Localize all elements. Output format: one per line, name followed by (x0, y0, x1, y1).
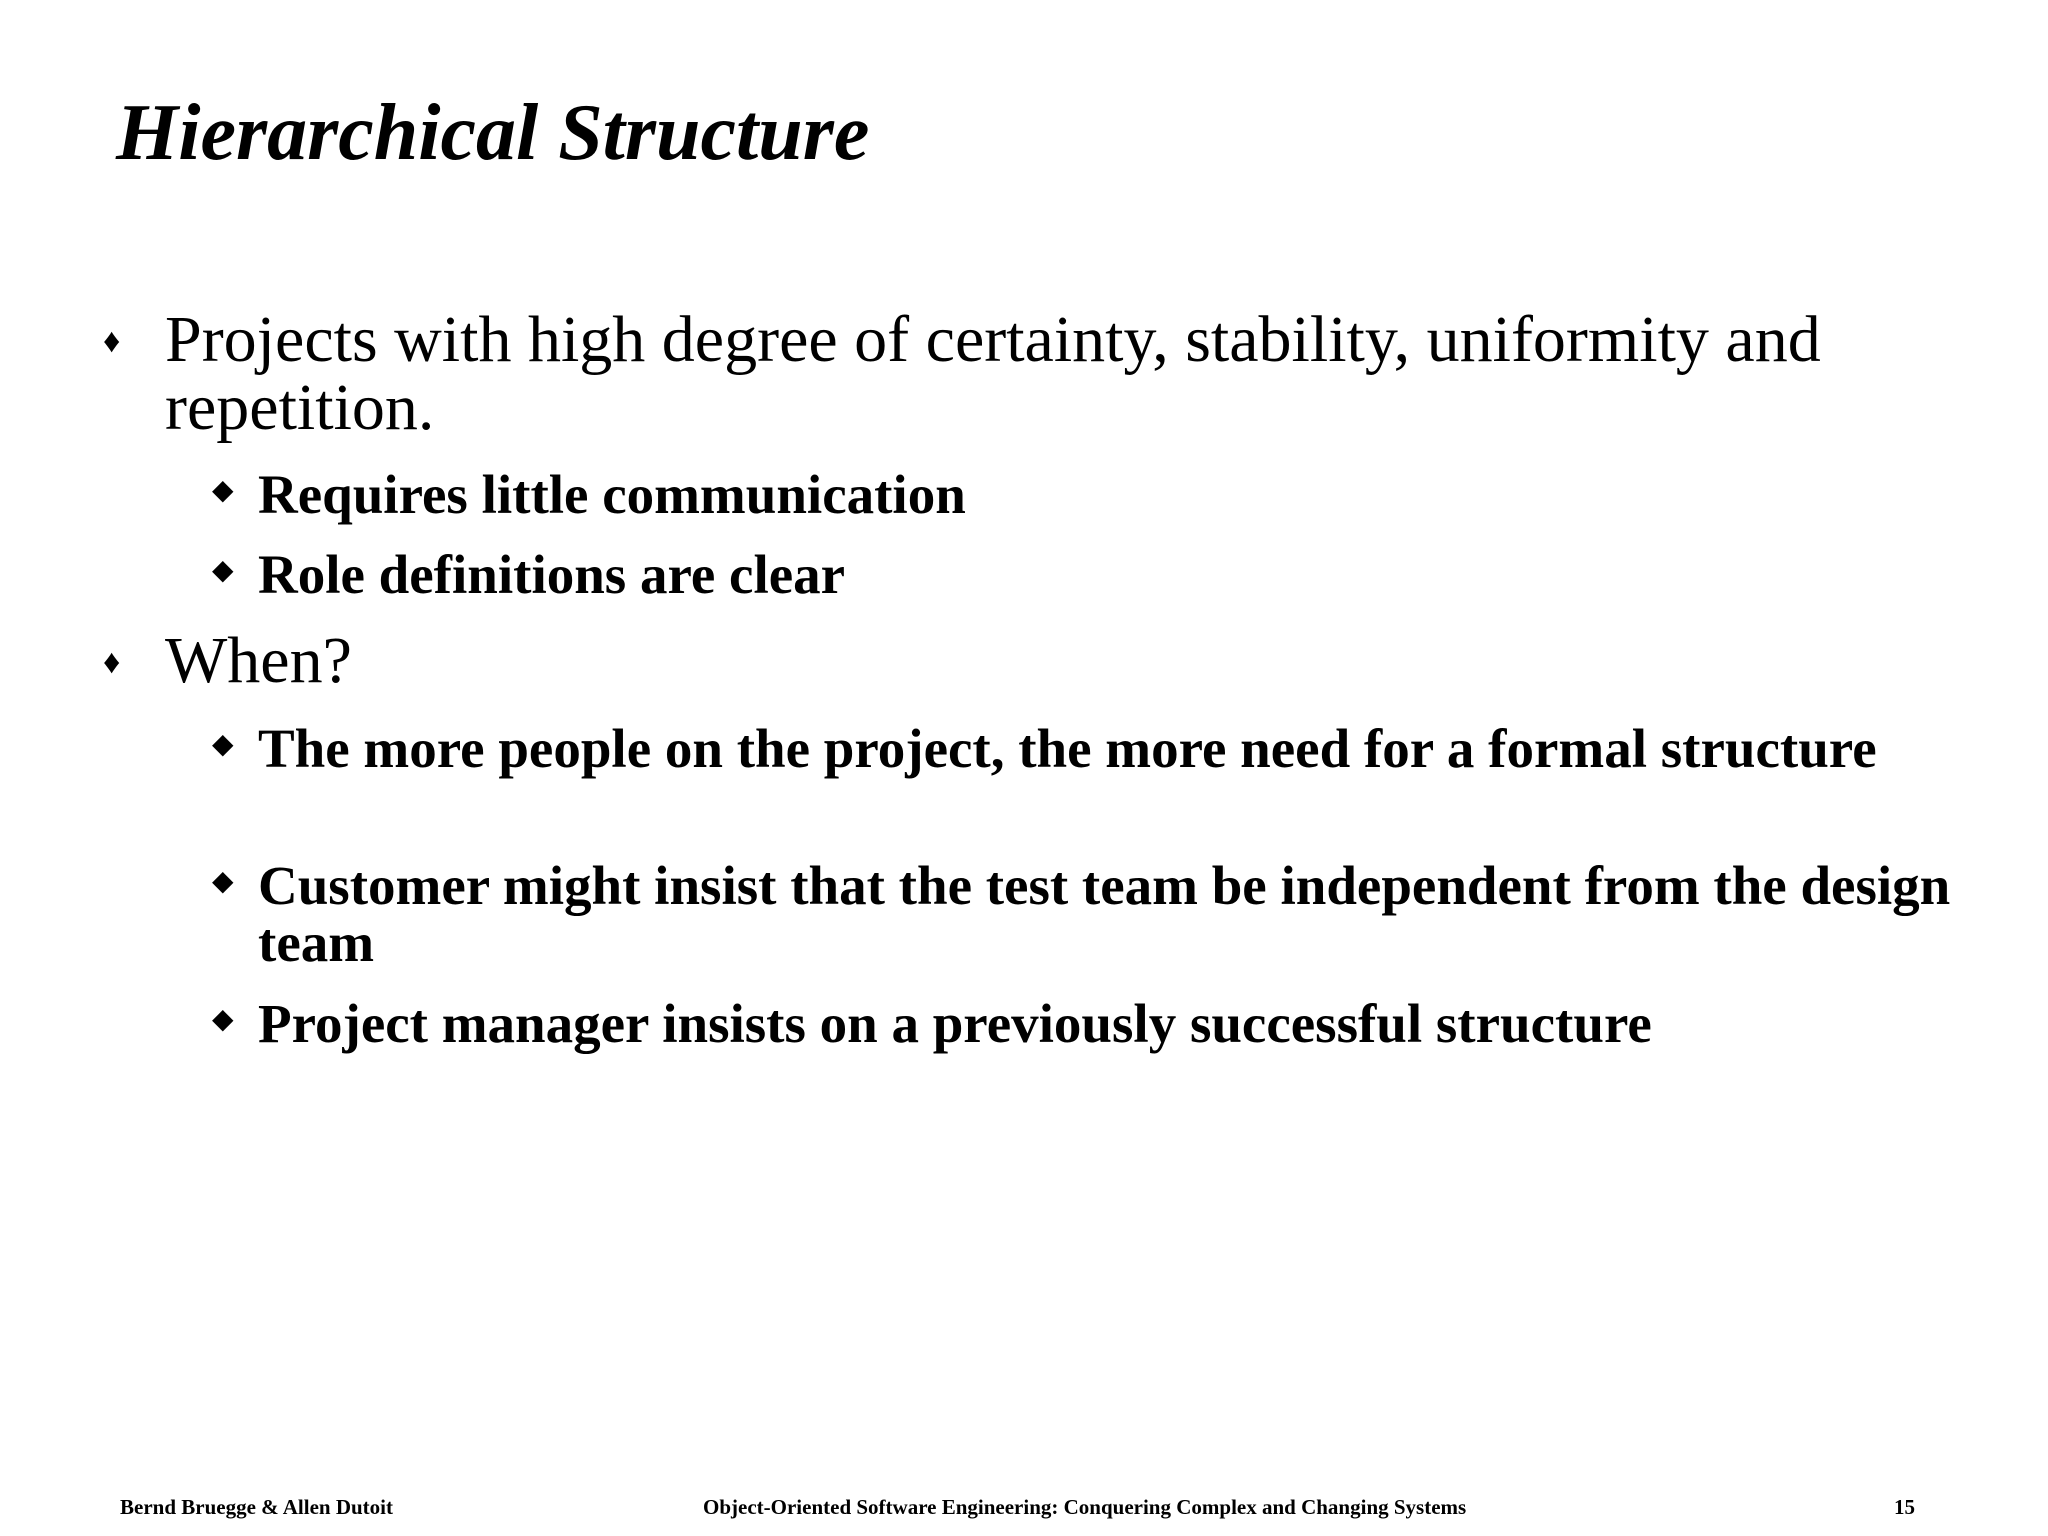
bullet-text: When? (165, 624, 352, 697)
sub-bullet-text: Project manager insists on a previously successful structure (258, 993, 1652, 1054)
footer-book-title: Object-Oriented Software Engineering: Conquering Complex and Changing Systems (703, 1495, 1467, 1519)
bullet-text: Projects with high degree of certainty, stability, uniformity and repetition. (165, 303, 1821, 444)
diamond-bullet-icon: ♦ (103, 644, 121, 681)
slide-title: Hierarchical Structure (116, 89, 870, 177)
sub-bullet-item (212, 718, 1978, 779)
footer-page-number: 15 (1894, 1495, 1915, 1519)
sub-bullet-item (212, 464, 1978, 525)
sub-bullet-text: Role definitions are clear (258, 544, 846, 605)
sub-bullet-text: Customer might insist that the test team be independent from the design team (258, 855, 1951, 973)
sub-bullet-item (212, 544, 1978, 605)
diamond-sub-bullet-icon: ◆ (212, 475, 234, 506)
sub-bullet-item (212, 993, 1978, 1054)
bullet-item (103, 303, 1965, 444)
diamond-sub-bullet-icon: ◆ (212, 866, 234, 897)
sub-bullet-text: The more people on the project, the more need for a formal structure (258, 718, 1877, 779)
bullet-item (103, 624, 1965, 697)
diamond-sub-bullet-icon: ◆ (212, 555, 234, 586)
sub-bullet-item (212, 855, 1978, 973)
footer-authors: Bernd Bruegge & Allen Dutoit (120, 1495, 393, 1519)
diamond-sub-bullet-icon: ◆ (212, 1004, 234, 1035)
sub-bullet-text: Requires little communication (258, 464, 966, 525)
diamond-bullet-icon: ♦ (103, 323, 121, 360)
diamond-sub-bullet-icon: ◆ (212, 729, 234, 760)
